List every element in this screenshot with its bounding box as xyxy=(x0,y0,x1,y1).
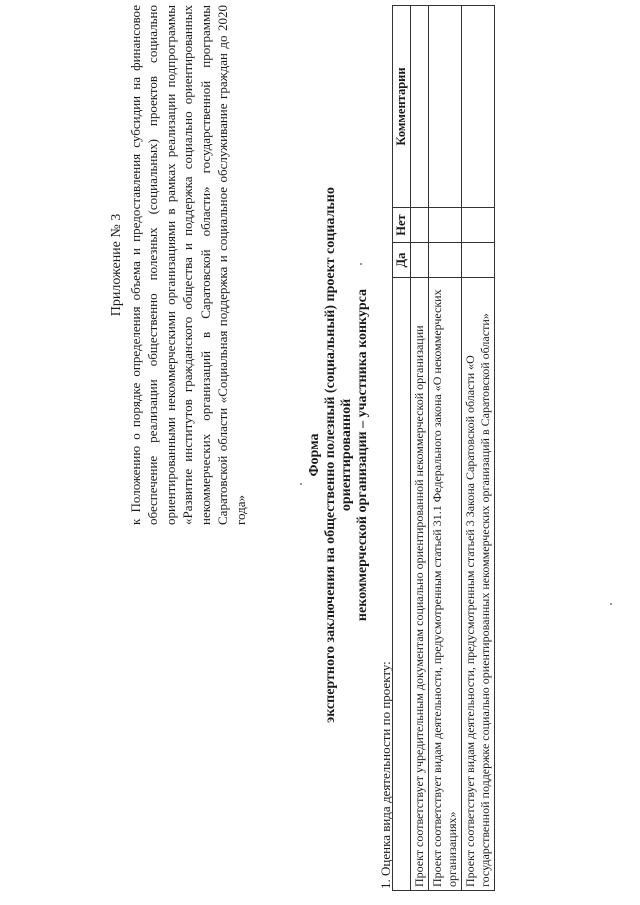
yes-cell[interactable] xyxy=(411,243,429,278)
comments-cell[interactable] xyxy=(429,6,462,208)
comments-cell[interactable] xyxy=(411,6,429,208)
no-cell[interactable] xyxy=(462,208,495,243)
header-comments: Комментарии xyxy=(393,6,411,208)
header-yes: Да xyxy=(393,243,411,278)
yes-cell[interactable] xyxy=(462,243,495,278)
section-title: 1. Оценка вида деятельности по проекту: xyxy=(378,661,393,889)
scan-speck xyxy=(610,603,612,605)
form-title: Форма xyxy=(307,433,322,477)
form-heading xyxy=(307,155,371,755)
no-cell[interactable] xyxy=(411,208,429,243)
table-header-row xyxy=(393,6,411,891)
table-row xyxy=(462,6,495,891)
appendix-text: к Положению о порядке определения объема и предоставления субсидии на финансовое обеспечение реализации общественно полезных (социальных) проектов социально ориентированными некоммерческими организациями в рамках реализации подпрограммы «Развитие институтов гражданского общества и поддержка социально ориентированных некоммерческих организаций в Саратовской области» государственной программы Саратовской области «Социальная поддержка и социальное обслуживание граждан до 2020 года» xyxy=(127,5,248,525)
criterion-cell: Проект соответствует видам деятельности, предусмотренным статьей 31.1 Федерального закона «О некоммерческих организациях» xyxy=(429,278,462,891)
evaluation-table xyxy=(392,5,495,891)
table-row xyxy=(411,6,429,891)
form-subtitle-line2: некоммерческой организации – участника конкурса xyxy=(355,288,370,622)
comments-cell[interactable] xyxy=(462,6,495,208)
form-subtitle-line1: экспертного заключения на общественно полезный (социальный) проект социально ориентированной xyxy=(323,187,354,723)
no-cell[interactable] xyxy=(429,208,462,243)
criterion-cell: Проект соответствует видам деятельности, предусмотренным статьей 3 Закона Саратовской области «О государственной поддержке социально ориентированных некоммерческих организаций в Саратовской области» xyxy=(462,278,495,891)
scan-speck xyxy=(300,483,302,485)
header-no: Нет xyxy=(393,208,411,243)
header-criterion xyxy=(393,278,411,891)
appendix-block xyxy=(108,5,249,525)
appendix-title: Приложение № 3 xyxy=(109,213,124,317)
table-row xyxy=(429,6,462,891)
criterion-cell: Проект соответствует учредительным документам социально ориентированной некоммерческой организации xyxy=(411,278,429,891)
scan-speck xyxy=(360,263,362,265)
yes-cell[interactable] xyxy=(429,243,462,278)
